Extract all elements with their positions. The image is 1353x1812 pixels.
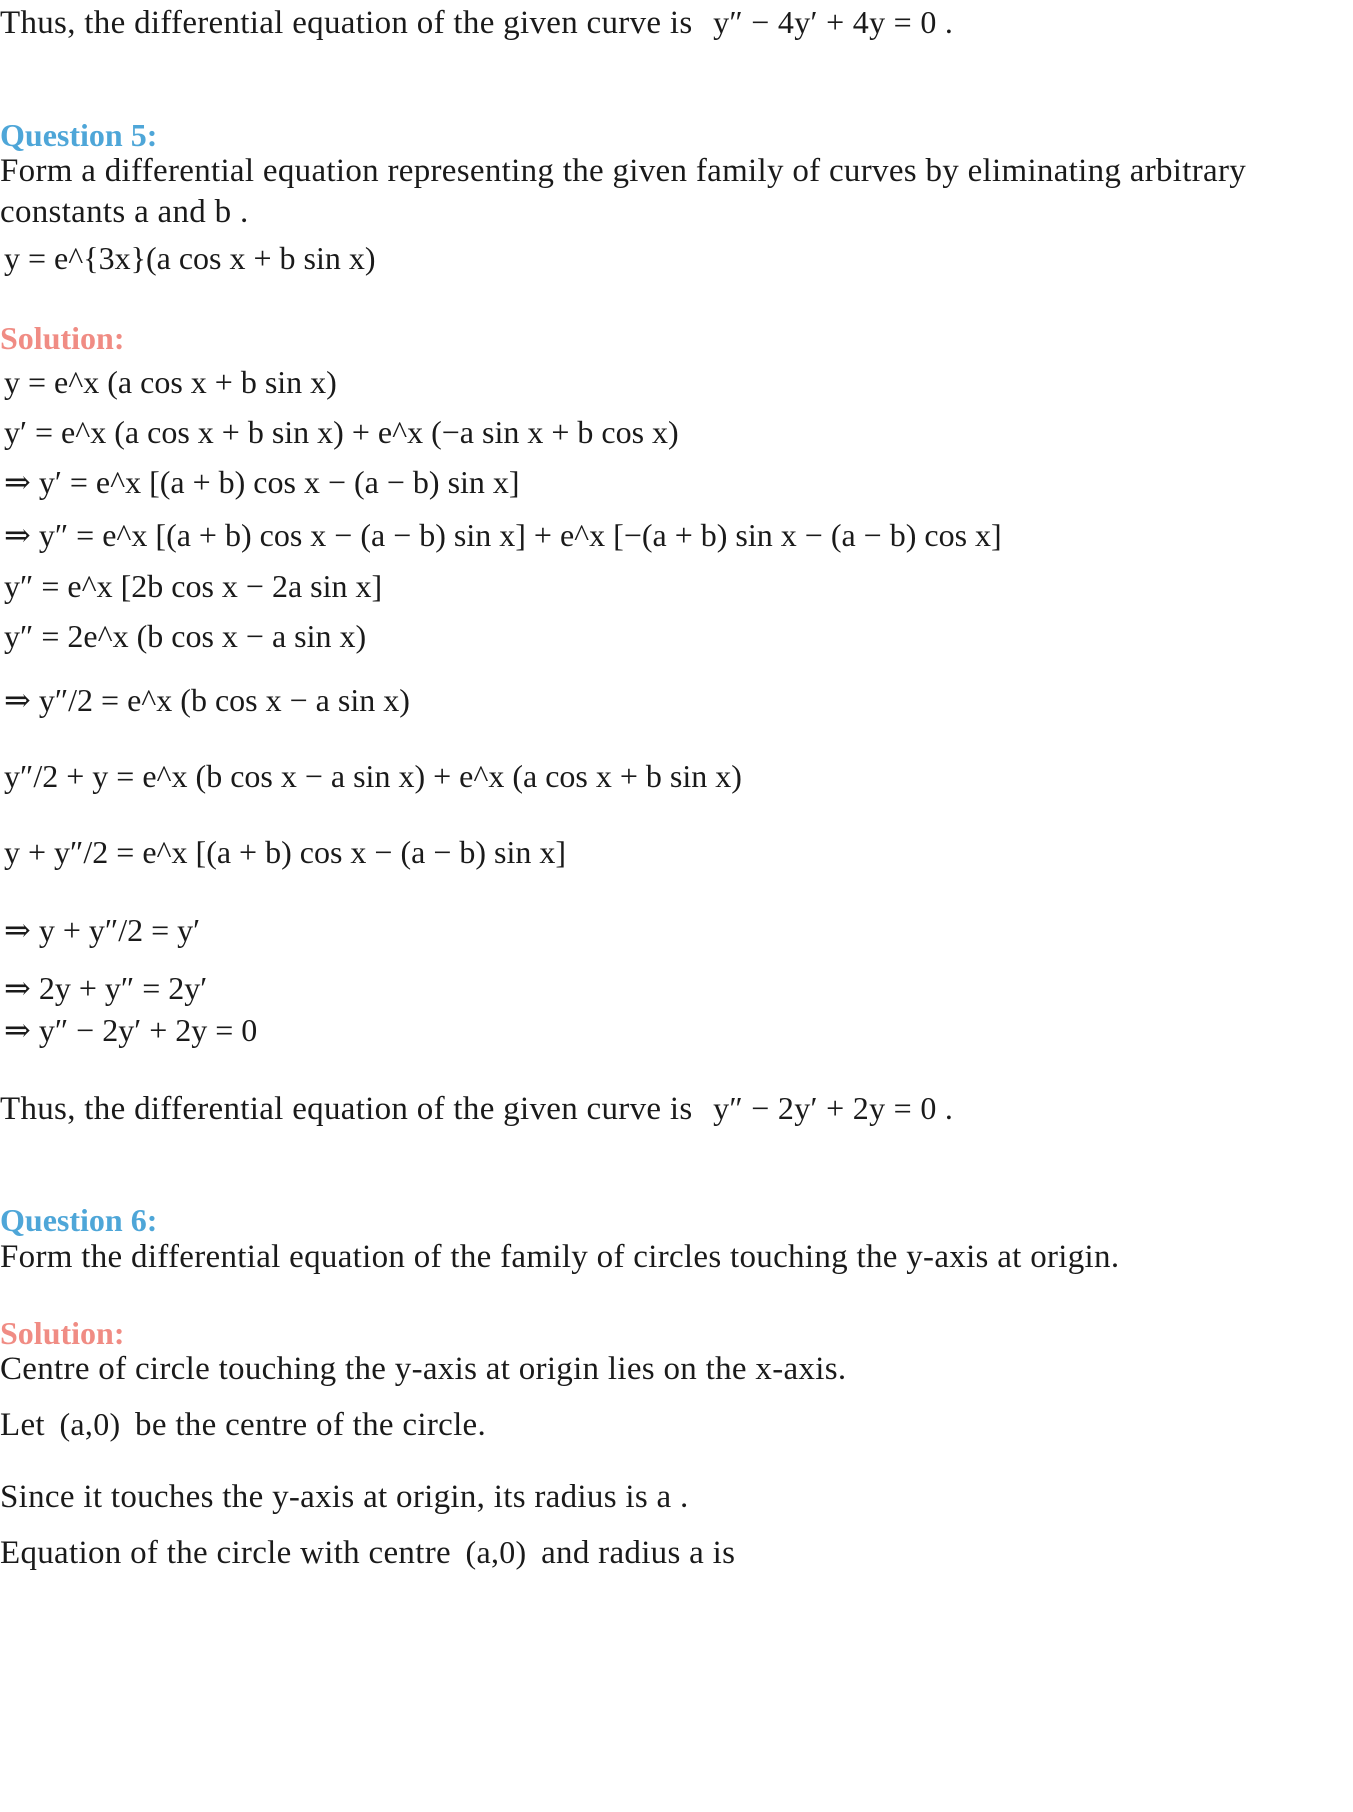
q5-step-7: ⇒ y″/2 = e^x (b cos x − a sin x) <box>4 682 410 718</box>
q5-step-8: y″/2 + y = e^x (b cos x − a sin x) + e^x (a cos x + b sin x) <box>4 758 742 794</box>
q5-step-2: y′ = e^x (a cos x + b sin x) + e^x (−a sin x + b cos x) <box>4 414 679 450</box>
q5-conclusion-text: Thus, the differential equation of the given curve is <box>0 1091 693 1127</box>
prev-conclusion-equation: y″ − 4y′ + 4y = 0 . <box>713 4 954 40</box>
q5-step-11: ⇒ 2y + y″ = 2y′ <box>4 970 208 1006</box>
question5-prompt-line2: constants a and b . <box>0 194 249 230</box>
question6-heading: Question 6: <box>0 1202 158 1238</box>
q6-line-1: Centre of circle touching the y-axis at origin lies on the x-axis. <box>0 1351 847 1387</box>
question5-solution-heading: Solution: <box>0 320 125 356</box>
q6-line-2-a: Let <box>0 1407 45 1443</box>
q6-line-3: Since it touches the y-axis at origin, its radius is a . <box>0 1479 689 1515</box>
q6-line-4-point: (a,0) <box>465 1534 527 1570</box>
q6-line-2 <box>0 1404 486 1445</box>
q6-line-4 <box>0 1532 735 1573</box>
q5-step-1: y = e^x (a cos x + b sin x) <box>4 364 337 400</box>
prev-conclusion-text: Thus, the differential equation of the given curve is <box>0 5 693 41</box>
question5-prompt-line1: Form a differential equation representing the given family of curves by eliminating arbitrary <box>0 153 1247 189</box>
question6-prompt: Form the differential equation of the family of circles touching the y-axis at origin. <box>0 1239 1120 1275</box>
q5-step-9: y + y″/2 = e^x [(a + b) cos x − (a − b) sin x] <box>4 834 567 870</box>
q5-step-4: ⇒ y″ = e^x [(a + b) cos x − (a − b) sin x] + e^x [−(a + b) sin x − (a − b) cos x] <box>4 517 1002 553</box>
q6-line-2-point: (a,0) <box>59 1406 121 1442</box>
q5-step-6: y″ = 2e^x (b cos x − a sin x) <box>4 618 367 654</box>
question5-given: y = e^{3x}(a cos x + b sin x) <box>4 240 376 276</box>
q5-step-5: y″ = e^x [2b cos x − 2a sin x] <box>4 568 383 604</box>
q5-conclusion-equation: y″ − 2y′ + 2y = 0 . <box>713 1090 954 1126</box>
q6-line-2-b: be the centre of the circle. <box>135 1407 487 1443</box>
q5-step-10: ⇒ y + y″/2 = y′ <box>4 912 201 948</box>
q5-conclusion <box>0 1088 953 1129</box>
question5-heading: Question 5: <box>0 117 158 153</box>
q6-line-4-a: Equation of the circle with centre <box>0 1535 451 1571</box>
q5-step-3: ⇒ y′ = e^x [(a + b) cos x − (a − b) sin x] <box>4 464 520 500</box>
question6-solution-heading: Solution: <box>0 1315 125 1351</box>
q5-step-12: ⇒ y″ − 2y′ + 2y = 0 <box>4 1012 258 1048</box>
prev-conclusion <box>0 2 953 43</box>
q6-line-4-b: and radius a is <box>541 1535 736 1571</box>
